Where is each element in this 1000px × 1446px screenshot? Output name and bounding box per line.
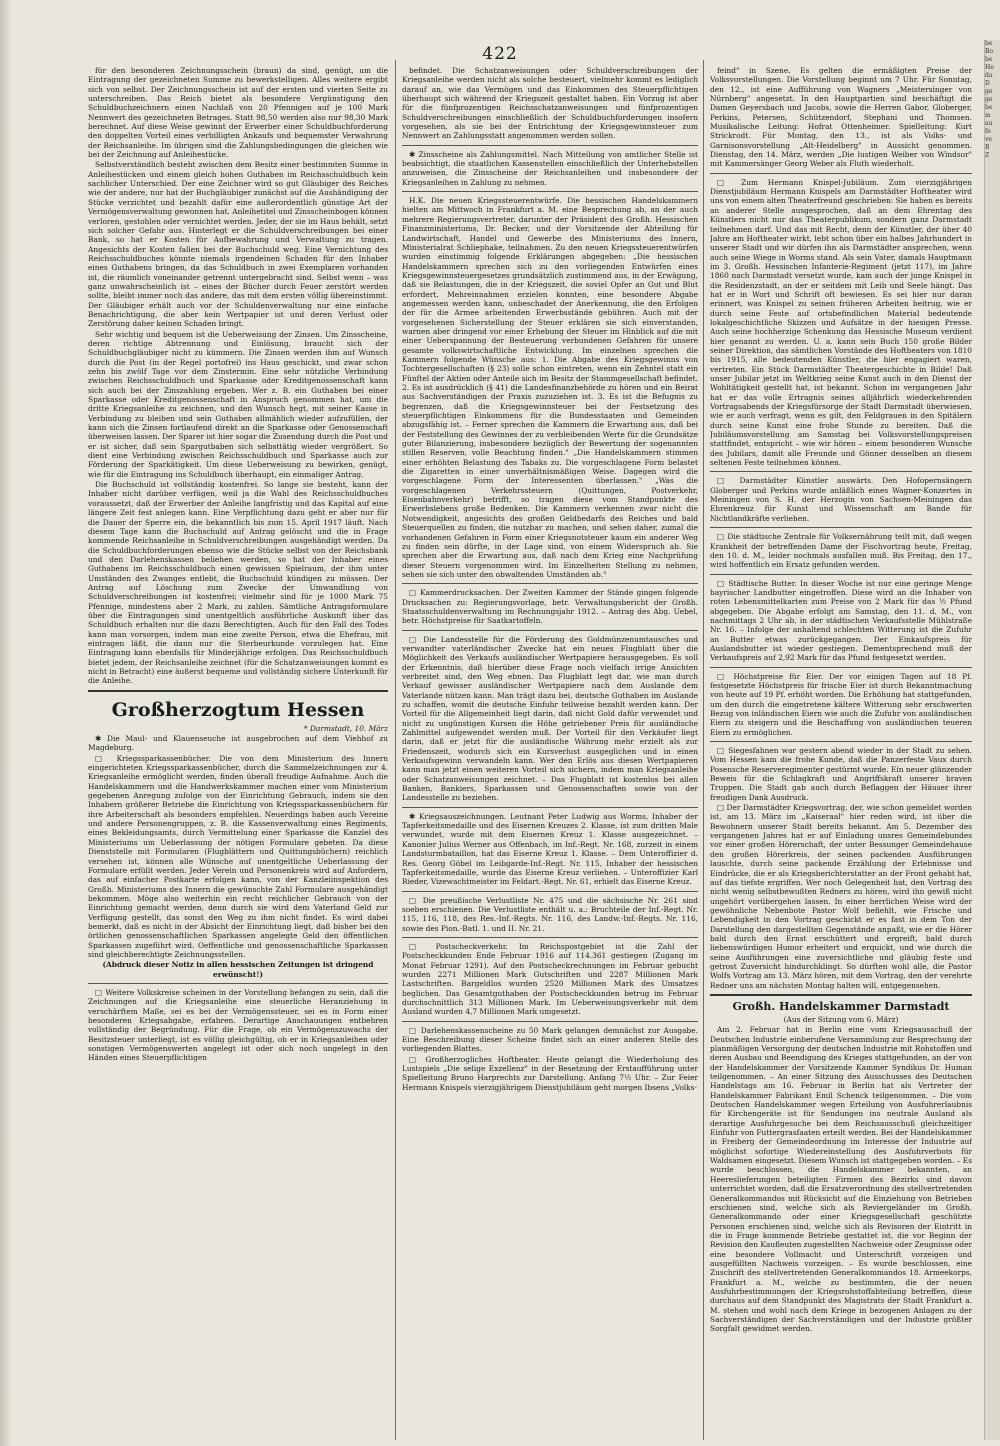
news-item: □ Siegesfahnen war gestern abend wieder in der Stadt zu sehen. Vom Hessen kam die frohe Kunde, daß die Panzerfeste Vaux durch Posensche Reserveregimenter gestürmt wurde. Ein neuer glänzender Beweis für die Schlagkraft und Angriffskraft unserer braven Truppen. Die Stadt gab auch durch Beflaggen der Häuser ihrer freudigen Dank Ausdruck. [710,746,972,802]
edge-fragment: ve [985,136,992,143]
edge-fragment: m [985,112,991,119]
news-item: □ Darlehenskassenscheine zu 50 Mark gelangen demnächst zur Ausgabe. Eine Beschreibung dieser Scheine findet sich an einer anderen Stelle des vorliegenden Blattes. [402,1025,698,1054]
edge-fragment: fe [985,128,991,135]
edge-fragment: D [985,80,990,87]
adjacent-page-edge [984,40,1000,1440]
edge-fragment: be [985,104,993,111]
page-number: 422 [482,44,518,64]
divider [88,983,388,984]
news-item: □ Städtische Butter. In dieser Woche ist nur eine geringe Menge bayrischer Landbutter eingetroffen. Diese wird an die Inhaber von roten Lebensmittelkarten zum Preise von 2 Mark für das ½ Pfund abgegeben. Die Abgabe erfolgt am Samstag, den 11. d. M., von nachmittags 2 Uhr ab, in der städtischen Verkaufsstelle Mühlstraße Nr. 16. – Infolge der anhaltend schlechten Witterung ist die Zufuhr an Butter etwas zurückgegangen. Der Einkaufspreis für Auslandsbutter ist wieder gestiegen. Dementsprechend muß der Verkaufspreis auf 2,92 Mark für das Pfund festgesetzt werden. [710,578,972,663]
column-middle [402,66,698,1436]
divider [710,741,972,742]
news-item: ✱ Die Maul- und Klauenseuche ist ausgebrochen auf dem Viehhof zu Magdeburg. [88,734,388,753]
divider [402,1021,698,1022]
news-item: □ Der Darmstädter Kriegsvortrag, der, wie schon gemeldet worden ist, am 13. März im „Kaiseraal" hier reden wird, ist über die Bewohnern unserer Stadt bereits bekannt. Am 5. Dezember des vergangenen Jahres hat er auf Einladung unsres Gemeindebundes vor einer großen Hörerschaft, der unter Bessunger Gemeindehause den großen Hörerkreis, der seinen packenden Ausführungen lauschte, durch seine packende Erzählung der Erlebnisse und Eindrücke, die er als Kriegsberichterstatter an der Front gehabt hat, auf das tiefste ergriffen. Wer noch Gelegenheit hat, den Vortrag des nicht wenig selbstbewußten Redners zu hören, wird ihn gewiß nicht ungehört vorübergehen lassen. In einer herrlichen Weise wird der gewöhnliche Nebenbote Pastor Wolf befiehlt, wie Frische und Lebendigkeit in den Vortrag geschickt er es fast in dem Ton der Darstellung den dargestellten Gegenstände anpaßt, wie er die Hörer bald durch den Ernst erschüttert und ergreift, bald durch liebenswürdigen Humor erheitert und erquickt, und wie durch die seine Ausführungen eine zuversichtliche und gläubig feste und getrost Zuversicht hindurchklingt. So dürften wohl alle, die Pastor Wolfs Vortrag am 13. März hören, mit dem Vortrag, den der verehrte Redner uns am nächsten Montag halten will, entgegensehen. [710,803,972,990]
divider [402,191,698,192]
news-item: □ Großherzogliches Hoftheater. Heute gelangt die Wiederholung des Lustspiels „Die selige Exzellenz" in der Besetzung der Erstaufführung unter Spielleitung Bruno Harprechts zur Darstellung. Anfang 7½ Uhr. – Zur Feier Hermann Knispels vierzigjährigem Dienstjubiläum geht morgen Ibsens „Volks- [402,1054,698,1092]
divider [402,145,698,146]
news-item: □ Weitere Volkskreise scheinen in der Vorstellung befangen zu sein, daß die Zeichnungen auf die Kriegsanleihe eine steuerliche Heranziehung in verschärftem Maße, sei es bei der Vermögenssteuer, sei es in Form einer besonderen Kriegsabgabe, erfahren. Derartige Anschauungen entbehren vollständig der Begründung. Für die Frage, ob ein Vermögenszuwachs der Besitzsteuer unterliegt, ist es völlig gleichgültig, ob er in Kriegsanleihen oder sonstigen Vermögenswerten angelegt ist oder sich noch ungelegt in den Händen eines Steuerpflichtigen [88,987,388,1063]
kammer-subtitle: (Aus der Sitzung vom 6. März) [783,1014,899,1024]
news-item: □ Höchstpreise für Eier. Der vor einigen Tagen auf 18 Pf. festgesetzte Höchstpreis für frische Eier ist durch Bekanntmachung von heute auf 19 Pf. erhöht worden. Die Erhöhung hat stattgefunden, um den durch die eingetretene kältere Witterung sehr erschwerten Bezug von inländischen Eiern wie auch die Zufuhr von ausländischen Eiern zu steigern und die Beschaffung von ausländischen teueren Eiern zu ermöglichen. [710,671,972,737]
page-gutter-shadow [0,0,12,1446]
edge-fragment: be [985,40,993,47]
divider [710,994,972,996]
paragraph: Die Buchschuld ist vollständig kostenfrei. So lange sie besteht, kann der Inhaber nicht darüber verfügen, weil ja die Wahl des Reichsschuldbuches voraussetzt, daß der Erwerber der Anleihe langfristig und das Kapital auf eine längere Zeit fest anlegen kann. Eine Verpflichtung dazu geht er aber nur für die Dauer der Sperre ein, die bekanntlich bis zum 15. April 1917 läuft. Nach diesem Tage kann die Buchschuld auf Antrag gelöscht und die in Frage kommende Reichsanleihe in Schuldverschreibungen ausgehändigt werden. Da die Schuldbuchforderungen ebenso wie die Stücke selbst von der Reichsbank und den Darlehenskassen beliehen werden, so hat der Inhaber eines Guthabens im Reichsschuldbuch einen gewissen Spielraum, der ihm unter Umständen des Zwanges entlebt, die Buchschuld kündigen zu müssen. Der Antrag auf Löschung zum Zwecke der Umwandlung von Schuldverschreibungen ist kostenfrei; vielmehr sind für je 1000 Mark 75 Pfennige, mindestens aber 2 Mark, zu zahlen. Sämtliche Antragsformulare über die Eintragungen sind unentgeltlich ausführliche Auskunft über das Schuldbuch erhalten nur die dazu Berechtigten. Auch für den Fall des Todes kann man vorsorgen, indem man eine zweite Person, etwa die Ehefrau, mit eintragen läßt, die dann nur die Sterbeurkunde vorzulegen hat. Eine Eintragung kann ebenfalls für Minderjährige erfolgen. Das Reichsschuldbuch bietet jedem, der Reichsanleihe zeichnet (für die Schatzanweisungen kommt es nicht in Betracht) eine äußerst bequeme und vollständig sichere Unterkunft für die Anleihe. [88,480,388,686]
divider [402,807,698,808]
kammer-title: Großh. Handelskammer Darmstadt [732,999,950,1013]
news-item: □ Kriegssparkassenbücher. Die von dem Ministerium des Innern eingerichteten Kriegssparkassenbücher, durch die Sammelzeichnungen zur 4. Kriegsanleihe ermöglicht werden, finden überall freudige Aufnahme. Auch die Handelskammern und die Handwerkskammer machen einer vom Ministerium gegebenen Anregung zufolge von der Einrichtung Gebrauch, indem sie den Inhabern größerer Betriebe die Einrichtung von Kriegssparkassenbüchern für ihre Arbeiterschaft als besonders empfehlen. Neuerdings haben auch Vereine und andere Personengruppen, z. B. die Kassenverwaltung eines Regiments, eines Bekleidungsamts, durch Vermittelung einer Sparkasse die Kanzlei des Ministeriums um Ueberlassung der nötigen Formulare gebeten. Da diese Dienststelle mit Formularen (Flugblättern und Quittungsbüchern) reichlich versehen ist, können alle Wünsche auf unentgeltliche Ueberlassung der Formulare erfüllt werden. Jeder Verein und Personenkreis wird auf Anfordern, das auf einfacher Postkarte erfolgen kann, von der Kanzleiinspektion des Großh. Ministeriums des Innern die gewünschte Zahl Formulare ausgehändigt bekommen. Möge also weiterhin ein recht reichlicher Gebrauch von der Einrichtung gemacht werden, denn durch sie wird dem Vaterland Geld zur Verfügung gestellt, das sonst den Weg zu ihm nicht findet. Es wird dabei bemerkt, daß es nicht in der Absicht der Einrichtung liegt, daß bisher bei den örtlichen genossenschaftlichen Sparkassen angelegte Geld den öffentlichen Sparkassen zugeführt wird. Oeffentliche und genossenschaftliche Sparkassen sind gleichberechtigte Zeichnungsstellen. [88,753,388,959]
paragraph: Selbstverständlich besteht zwischen dem Besitz einer bestimmten Summe in Anleihestücken und einem gleich hohen Guthaben im Reichsschuldbuch kein sachlicher Unterschied. Der eine Zeichner wird so gut Gläubiger des Reiches wie der andere, nur hat der Buchgläubiger zunächst auf die Aushändigung der Stücke verzichtet und bezahlt dafür eine außerordentlich günstige Art der Vermögensverwaltung gewonnen hat. Anleihetitel und Zinsscheinbogen können verloren, gestohlen oder vernichtet werden. Jeder, der sie im Haus behält, setzt sich solcher Gefahr aus. Hinterlegt er die Schuldverschreibungen bei einer Bank, so hat er Kosten für Aufbewahrung und Verwaltung zu tragen. Angesichts der Kosten fallen bei der Buchschuld weg. Eine Vernichtung des Reichsschuldbuches könnte niemals irgendeinen Schaden für den Inhaber eines Guthabens bringen, da das Schuldbuch in zwei Exemplaren vorhanden ist, die räumlich voneinander getrennt untergebracht sind. Selbst wenn – was ganz unwahrscheinlich ist – eines der Bücher durch Feuer zerstört werden sollte, bleibt immer noch das andere, das mit dem ersten völlig übereinstimmt. Der Gläubiger erhält auch vor der Schuldenverwaltung nur eine einfache Benachrichtigung, die aber kein Wertpapier ist und deren Verlust oder Zerstörung daher keinen Schaden bringt. [88,160,388,329]
news-item: ✱ Kriegsauszeichnungen. Leutnant Peter Ludwig aus Worms, Inhaber der Tapferkeitsmedaille und des Eisernen Kreuzes 2. Klasse, ist zum dritten Male verwundet, wurde mit dem Eisernen Kreuz 1. Klasse ausgezeichnet. – Kanonier Julius Werner aus Offenbach, im Inf.-Regt. Nr. 168, zurzeit in einem Landsturmbataillon, hat das Eiserne Kreuz 1. Klasse. – Dem Unteroffizier d. Res. Georg Göbel im Leibgarde-Inf.-Regt. Nr. 115, Inhaber der hessischen Tapferkeitsmedaille, wurde das Eiserne Kreuz verliehen. – Unteroffizier Karl Rieder, Vizewachtmeister im Feldart.-Regt. Nr. 61, erhielt das Eiserne Kreuz. [402,811,698,887]
kammer-text: Am 2. Februar hat in Berlin eine vom Kriegsausschuß der Deutschen Industrie einberufene Versammlung zur Besprechung der planmäßigen Versorgung der deutschen Industrie mit Rohstoffen und deren Ausbau und Beendigung des Krieges stattgefunden, an der von der Handelskammer der Vorsitzende Kammer Syndikus Dr. Human teilgenommen. – An einer Sitzung des Ausschusses des Deutschen Handelstags am 16. Februar in Berlin hat als Vertreter der Handelskammer Fabrikant Emil Schenck teilgenommen. – Die vom Deutschen Handelskammer wegen Erteilung von Ausfuhrerlaubnis für Kirchengeräte ist für Sendungen ins neutrale Ausland als derartige Ausfuhrgesuche bei dem Reichsausschuß gleichzeitiger Einfuhr von Futtergrasfaaten erteilt werden. Bei der Handelskammer in Freiberg der Gemeindeordnung im Interesse der Industrie auf möglichst sofortige Wiedereinstellung des Ausfuhrverbots für Waldsamen eingesetzt. Diesem Wunsch ist stattgegeben worden. – Es wurde beschlossen, die Handelskammer bekannten, an Heereslieferungen beteiligten Firmen des Bezirks sind davon unterrichtet worden, daß die Ersatzverordnung des stellvertretenden Generalkommandos mit Rücksicht auf die Einziehung von Betrieben erschienen sind, welche sich als Reviergeländer im Großh. Generalkommando oder einer Kriegsgesellschaft geschützte Personen erschienen sind, welche sich als Revisoren der Eintritt in die in Frage kommende Betriebe gestattet ist, die vor Beginn der Revision den Kaufleuten zugestellten Nachweise oder Zeugnisse oder eine besondere Vollmacht und Unterschrift vorzeigen und ausgefüllten Nachweis vorzeigen. – Es wurde beschlossen, eine Zuschrift des stellvertretenden Generalkommandos 18. Armeekorps, Frankfurt a. M., welche zu bestimmten, die der neuen Ausfuhrbestimmungen der Kriegsrohstoffabteilung betreffen, diese durchaus auf dem Standpunkt des Magistrats der Stadt Frankfurt a. M. stehen und wohl nach dem Kriege in bezogenen Anlagen zu der Sachverständigen der Sachverständigen und der Industrie größter Sorgfalt gewidmet werden. [710,1025,972,1334]
news-item: ✱ Zinsscheine als Zahlungsmittel. Nach Mitteilung von amtlicher Stelle ist beabsichtigt, die staatlichen Kassenstellen einschließlich der Unterhebstellen anzuweisen, die Zinsscheine der Reichsanleihen und insbesondere der Kriegsanleihen in Zahlung zu nehmen. [402,149,698,187]
divider [402,937,698,938]
divider [402,630,698,631]
divider [402,891,698,892]
edge-fragment: Z [985,152,990,159]
edge-fragment: Bo [985,48,994,55]
section-title: Großherzogtum Hessen [111,698,365,721]
news-item: □ Die Landesstelle für die Förderung des Goldmünzenumtausches und verwandter vaterländischer Zwecke hat ein neues Flugblatt über die Möglichkeit des Verkaufs ausländischer Wertpapiere herausgegeben. Es soll der Erkenntnis, daß hierüber diese Frage noch vielfach irrige Ansichten verbreitet sind, den Weg ebnen. Das Flugblatt legt dar, wie man durch Verkauf gewisser ausländischer Wertpapiere nach dem Auslande dem Vaterlande nützen kann. Man trägt dazu bei, deutsche Guthaben im Auslande zu schaffen, womit die deutsche Einfuhr teilweise bezahlt werden kann. Der Vorteil für die Allgemeinheit liegt darin, daß nicht Gold dafür verwendet und nicht zu ungünstigen Kursen die Höhe getriebener Preis für ausländische Zahlmittel aufgewendet werden muß. Der Vorteil für den Verkäufer liegt darin, daß er jetzt für die ausländische Währung mehr erzielt als zur Friedenszeit, wodurch sich ein Kursverlust ausgeglichen und in einen Verkaufsgewinn verwandeln kann. Wer den Erlös aus diesen Wertpapieren kann man jetzt einen weiteren Vorteil sich sichern, indem man Kriegsanleihe oder Schatzanweisungen zeichnet. – Das Flugblatt ist kostenlos bei allen Banken, Bankiers, Sparkassen und Genossenschaften sowie von der Landesstelle zu beziehen. [402,634,698,803]
paragraph: befindet. Die Schatzanweisungen oder Schuldverschreibungen der Kriegsanleihe werden nicht als solche besteuert, vielmehr kommt es lediglich darauf an, wie das Vermögen und das Einkommen des Steuerpflichtigen überhaupt sich während der Kriegszeit gestaltet haben. Ein Vorzug ist aber für die fünfprozentigen Reichsschatzanweisungen und fünfprozentigen Schuldverschreibungen einschließlich der Schuldbuchforderungen insofern vorgesehen, als sie bei der Entrichtung der Kriegsgewinnsteuer zum Nennwert an Zahlungsstatt angenommen werden sollen. [402,66,698,141]
news-item: □ Die preußische Verlustliste Nr. 475 und die sächsische Nr. 261 sind soeben erschienen. Die Verlustliste enthält u. a.: Bruchteile der Inf.-Regt. Nr. 115, 116, 118, des Res.-Inf.-Regts. Nr. 116, des Landw.-Inf.-Regts. Nr. 116, sowie des Pion.-Batl. 1. und II. Nr. 21. [402,895,698,933]
news-item: □ Postscheckverkehr. Im Reichspostgebiet ist die Zahl der Postscheckkunden Ende Februar 1916 auf 114.361 gestiegen (Zugang im Monat Februar 1291). Auf den Postscheckrechnungen im Februar gebucht wurden 2271 Millionen Mark Gutschriften und 2287 Millionen Mark Lastschriften. Bargeldlos wurden 2520 Millionen Mark des Umsatzes beglichen. Das Gesamtguthaben der Postscheckkunden betrug im Februar durchschnittlich 313 Millionen Mark. Im Ueberweisungsverkehr mit dem Ausland wurden 4,7 Millionen Mark umgesetzt. [402,941,698,1017]
divider [710,471,972,472]
news-item: H.K. Die neuen Kriegssteuerentwürfe. Die hessischen Handelskammern hielten am Mittwoch in Frankfurt a. M. eine Besprechung ab, an der auch mehrere Regierungsvertreter, darunter der Präsident des Großh. Hessischen Finanzministeriums, Dr. Becker, und der Vorsitzende der Abteilung für Landwirtschaft, Handel und Gewerbe des Ministeriums des Innern, Ministerialrat Schliephake, teilnahmen. Zu den neuen Kriegssteuerentwürfen wurden einstimmig folgende Erklärungen abgegeben: „Die hessischen Handelskammern sprechen sich zu den vorliegenden Entwürfen eines Kriegsgewinnsteuergesetzes grundsätzlich zustimmend aus, in der Erwägung, daß sie Belastungen, die in der Kriegszeit, die soviel Opfer an Gut und Blut erfordert, Mehreinnahmen erzielen konnten, eine besondere Abgabe angemessen werden kann, unbeschadet der Anerkennung, die den Erfolgen der für die Armee arbeitenden Erwerbsstände gebühren. Auch mit der vorgesehenen Sicherstellung der Steuer erklären sie sich einverstanden, warnen aber dringend vor einer Erhebung der Steuer im Hinblick auf die mit einer Ueberspannung der Besteuerung verbundenen Gefahren für unsere gesamte volkswirtschaftliche Entwicklung. Im einzelnen sprechen die Kammern folgende Wünsche aus: 1. Die Abgabe des Kriegsgewinns von Tochtergesellschaften (§ 23) solle schon eintreten, wenn ein Zehntel statt ein Fünftel der Aktien oder Anteile sich im Besitz der Stammgesellschaft befindet. 2. Es ist ausdrücklich (§ 41) die Landesfinanzbehörde zu hören und ein Beirat aus Sachverständigen der Praxis zuzuziehen ist. 3. Es ist die Befugnis zu begrenzen, daß die Kriegsgewinnsteuer bei der Festsetzung des steuerpflichtigen Einkommens für die Bundesstaaten und Gemeinden abzugsfähig ist. – Ferner sprechen die Kammern die Erwartung aus, daß bei der Feststellung des Gewinnes der zu verbleibenden Werte für die Grundsätze guter Bilanzierung, insbesondere bezüglich der Bewertung der sogenannten stillen Reserven, volle Beachtung finden." „Die Handelskammern stimmen einer erhöhten Belastung des Tabaks zu. Die vorgeschlagene Form belastet die Zigaretten in einer unverhältnismäßigen Weise. Dagegen wird die vorgeschlagene Form der Interessenten überlassen." „Was die vorgeschlagenen Verkehrssteuern (Quittungen, Postverkehr, Eisenbahnverkehr) betrifft, so tragen diese vom Standpunkte des Erwerbslebens große Bedenken. Die Kammern verkennen zwar nicht die Notwendigkeit, angesichts des großen Geldbedarfs des Reiches und bald Steuerquellen zu finden, die nutzbar zu machen, und sehen daher, zumal die vorhandenen Gefahren in Form einer Kriegsnotsteuer kaum ein anderer Weg zu finden sein dürfte, in der Lage sind, von einem Widerspruch ab. Sie sprechen aber die Erwartung aus, daß nach dem Krieg eine Nachprüfung dieser Steuern vorgenommen wird. Im Einzelheiten Stellung zu nehmen, sehen sie sich unter den obwaltenden Umständen ab." [402,196,698,579]
divider [402,583,698,584]
column-right [710,66,972,1436]
edge-fragment: au [985,120,993,127]
news-item: □ Die städtische Zentrale für Volksernährung teilt mit, daß wegen Krankheit der betreffenden Dame der Fischvortrag heute, Freitag, den 10. d. M., leider nochmals ausfallen muß. Bis Freitag, den 17., wird hoffentlich ein Ersatz gefunden werden. [710,532,972,570]
divider [710,527,972,528]
news-item: □ Kammerdrucksachen. Der Zweiten Kammer der Stände gingen folgende Drucksachen zu: Regierungsvorlage, betr. Verwaltungsbericht der Großh. Staatsschuldenverwaltung im Rechnungsjahr 1912. – Antrag des Abg. Uebel, betr. Höchstpreise für Saatkartoffeln. [402,588,698,626]
edge-fragment: ge [985,96,993,103]
news-item: □ Zum Hermann Knispel-Jubiläum. Zum vierzigjährigen Dienstjubiläum Hermann Knispels am Darmstädter Hoftheater wird uns von einem alten Theaterfreund geschrieben: Sie haben es bereits an anderer Stelle ausgesprochen, daß an dem Ehrentag des Künstlers nicht nur das Theaterpublikum, sondern ganz Darmstadt teilnehmen darf. Und das mit Recht, denn der Künstler, der über 40 Jahre am Hoftheater wirkt, lebt schon über ein halbes Jahrhundert in unserer Stadt und wir dürfen ihn als Darmstädter ansprechen, wenn auch seine Wiege in Worms stand. Als sein Vater, damals Hauptmann im 3. Großh. Hessischen Infanterie-Regiment (jetzt 117), im Jahre 1860 nach Darmstadt versetzt wurde, kam auch der junge Knispel in die Residenzstadt, an der er seitdem mit Leib und Seele hängt. Das hat er in Wort und Schrift oft bewiesen. Es sei hier nur daran erinnert, was Knispel zu seinen früheren Arbeiten beitrug, wie er durch seine Feste auf ortsbefindlichen Material bedeutende lokalgeschichtliche Skizzen und Aufsätze in der hiesigen Presse. Auch seine hochherzige Schenkung das Hessische Museum verdient hier genannt zu werden. U. a. kann sein Buch 150 große Bilder seiner Direktion, das sämtlichen Vorstände des Hoftheaters von 1810 bis 1915, alle bedeutenden Künstler, die hier engagiert waren, vertreten. Ein Stück Darmstädter Theatergeschichte in Bilde! Daß unser Jubilar jetzt im Weltkrieg seine Kunst auch in den Dienst der Wohltätigkeit gestellt hat, ist bekannt. Schon im vergangenen Jahr hat er das volle Ertragnis seines alljährlich wiederkehrenden Vortragsabends der Kriegsfürsorge der Stadt Darmstadt überwiesen, wie er auch verfragt, wenn es gilt, den Feldgrauen in den Spitälern durch seine Kunst eine frohe Stunde zu bereiten. Daß die Jubiläumsvorstellung am Samstag bei Volksvorstellungspreisen stattfindet, entspricht – wie wir hören – einem besonderen Wunsche des Jubilars, damit alle Freunde und Gönner desselben an diesem seltenen Feste teilnehmen können. [710,177,972,468]
divider [710,574,972,575]
paragraph: feind" in Szene. Es gelten die ermäßigten Preise der Volksvorstellungen. Die Vorstellung beginnt um 7 Uhr. Für Sonntag, den 12., ist eine Aufführung von Wagners „Meistersinger von Nürnberg" angesetzt. In den Hauptpartien sind beschäftigt die Damen Geyersbach und Jacobs, sowie die Herren Gabor, Globerger, Perkins, Petersen, Schützendorf, Stephani und Thomsen. Musikalische Leitung: Hofrat Ottenheimer. Spielleitung: Kurt Strickrodt. Für Montag, den 13., ist als Volks- und Garnisonsvorstellung „Alt-Heidelberg" in Aussicht genommen. Dienstag, den 14. März, werden „Die lustigen Weiber von Windsor" mit Kammersänger Georg Weber als Fluth wiederholt. [710,66,972,169]
edge-fragment: be [985,56,993,63]
divider [710,173,972,174]
edge-fragment: da [985,72,993,79]
dateline: * Darmstadt, 10. März [304,723,388,733]
edge-fragment: He [985,64,994,71]
paragraph: für den besonderen Zeichnungsschein (braun) da sind, genügt, um die Eintragung der gezeichneten Summe zu bewerkstelligen. Alles weitere ergibt sich von selbst. Der Zeichnungsschein ist auf der ersten und vierten Seite zu unterschreiben. Das Reich bietet als besondere Vergünstigung den Schuldbuchzeichnern einen Nachlaß von 20 Pfennigen auf je 100 Mark Nennwert des gezeichneten Betrages. Statt 98,50 werden also nur 98,30 Mark berechnet. Auf diese Weise gewinnt der Erwerber einer Schuldbuchforderung den doppelten Vorteil eines verbilligten Ankaufs und bequemster Verwahrung der Reichsanleihe. Im übrigen sind die Zahlungsbedingungen die gleichen wie bei der Zeichnung auf Anleihestücke. [88,66,388,160]
column-rule-left [395,60,396,1440]
column-left [88,66,388,1436]
column-rule-right [703,60,704,1440]
divider [88,690,388,692]
paragraph: Sehr wichtig und bequem ist die Ueberweisung der Zinsen. Um Zinsscheine, deren richtige Abtrennung und Einlösung, braucht sich der Schuldbuchgläubiger nicht zu kümmern. Die Zinsen werden ihm auf Wunsch durch die Post (in der Regel portofrei) ins Haus geschickt, und zwar schon zehn bis zwölf Tage vor dem Zinstermin. Eine sehr nützliche Verbindung zwischen Reichsschuldbuch und Sparkasse oder Kreditgenossenschaft kann sich auch bei der Zinszahlung ergeben. Wer z. B. ein Guthaben bei einer Sparkasse oder Kreditgenossenschaft in Anspruch genommen hat, um die dritte Kriegsanleihe zu zeichnen, und den Wunsch hegt, mit seiner Kasse in Verbindung zu bleiben und sein Guthaben allmählich wieder aufzufüllen, der kann sich die Zinsen fortlaufend direkt an die Sparkasse oder Genossenschaft überweisen lassen. Der Sparer ist hier sogar die Zusendung durch die Post und er ist sicher, daß sein Spargutbaben sich selbsttätig wieder vergrößert. So dient eine Verbindung zwischen Reichsschuldbuch und Sparkasse auch zur Förderung der Sparkätigkeit. Um diese Ueberweisung zu bewirken, genügt, wie für die Eintragung ins Schuldbuch überhaupt, ein einmaliger Antrag. [88,329,388,479]
reprint-note: (Abdruck dieser Notiz in allen hessischen Zeitungen ist dringend erwünscht!) [102,960,374,979]
edge-fragment: B [985,144,990,151]
edge-fragment: ge [985,88,993,95]
news-item: □ Darmstädter Künstler auswärts. Den Hofopernsängern Globerger und Perkins wurde anläßlich eines Wagner-Konzertes in Meiningen von S. H. der Herzogin von Sachsen-Meiningen das Ehrenkreuz für Kunst und Wissenschaft am Bande für Nichtlandkräfte verliehen. [710,476,972,523]
divider [710,667,972,668]
